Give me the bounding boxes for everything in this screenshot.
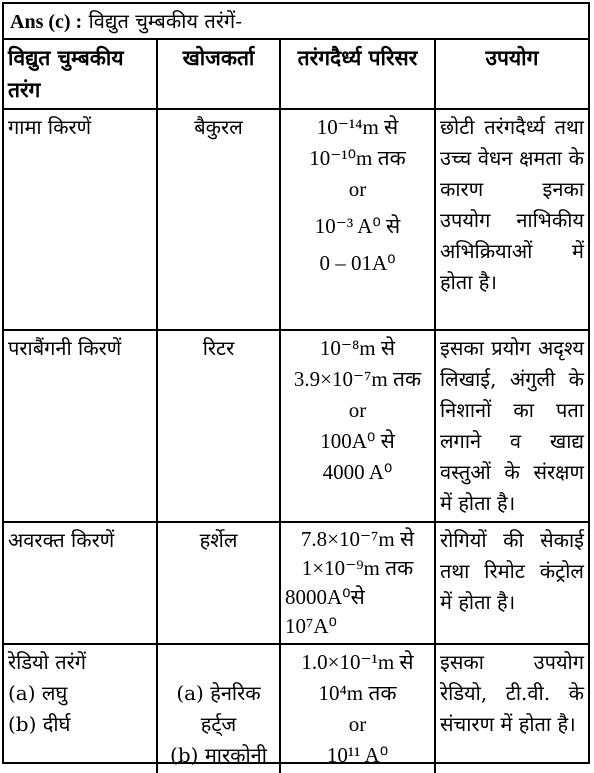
- discoverer-cell: [157, 644, 280, 773]
- use-cell: छोटी तरंगदैर्ध्य तथा उच्च वेधन क्षमता के कारण इनका उपयोग नाभिकीय अभिक्रियाओं में होता है।: [435, 109, 588, 330]
- table-row: [4, 109, 588, 330]
- wave-cell: [4, 644, 157, 773]
- table-row: [4, 330, 588, 522]
- col-header-range: तरंगदैर्ध्य परिसर: [280, 40, 435, 109]
- wave-cell: गामा किरणें: [4, 109, 157, 330]
- table-row: [4, 644, 588, 773]
- range-cell: [280, 330, 435, 522]
- col-header-use: उपयोग: [435, 40, 588, 109]
- answer-title: विद्युत चुम्बकीय तरंगें-: [88, 9, 242, 33]
- answer-label: Ans (c) :: [10, 11, 83, 33]
- range-line: 10⁷A⁰: [285, 614, 337, 638]
- col-header-discoverer: खोजकर्ता: [157, 40, 280, 109]
- discoverer-name: हर्शेल: [199, 528, 238, 552]
- table-row: [4, 522, 588, 644]
- range-line: 10¹¹ A⁰: [326, 743, 389, 767]
- wave-cell: पराबैंगनी किरणें: [4, 330, 157, 522]
- discoverer-name: रिटर: [202, 336, 235, 360]
- wave-subtype: (b) दीर्घ: [8, 712, 71, 736]
- answer-table-frame: [2, 2, 590, 767]
- answer-heading: [4, 4, 588, 40]
- range-line: 7.8×10⁻⁷m से: [300, 527, 415, 551]
- discoverer-name: हर्ट्ज: [200, 712, 237, 736]
- range-line: 10⁻¹⁰m तक: [309, 146, 406, 170]
- range-line: 10⁻⁸m से: [319, 336, 396, 360]
- discoverer-cell: [157, 522, 280, 644]
- discoverer-cell: [157, 330, 280, 522]
- range-line: or: [348, 177, 367, 201]
- range-line: 100A⁰ से: [320, 429, 395, 453]
- range-line: 8000A⁰से: [285, 585, 365, 609]
- range-line: 10⁻³ A⁰ से: [314, 214, 401, 238]
- use-cell: इसका प्रयोग अदृश्य लिखाई, अंगुली के निशानों का पता लगाने व खाद्य वस्तुओं के संरक्षण में होता है।: [435, 330, 588, 522]
- range-cell: [280, 522, 435, 644]
- discoverer-name: (b) मारकोनी: [170, 743, 267, 767]
- wave-cell: अवरक्त किरणें: [4, 522, 157, 644]
- range-cell: [280, 109, 435, 330]
- col-header-wave: विद्युत चुम्बकीय तरंग: [4, 40, 157, 109]
- range-line: or: [348, 712, 367, 736]
- discoverer-name: बैकुरल: [194, 115, 243, 139]
- range-line: 3.9×10⁻⁷m तक: [293, 367, 422, 391]
- table-header-row: [4, 40, 588, 109]
- range-line: or: [348, 398, 367, 422]
- range-line: 10⁻¹⁴m से: [316, 115, 399, 139]
- range-line: 4000 A⁰: [322, 460, 393, 484]
- range-cell: [280, 644, 435, 773]
- range-line: 10⁴m तक: [318, 681, 397, 705]
- range-line: 0 – 01A⁰: [319, 251, 396, 275]
- em-waves-table: [4, 40, 588, 773]
- wave-subtype: (a) लघु: [8, 681, 68, 705]
- wave-name: रेडियो तरंगें: [8, 650, 87, 674]
- range-line: 1.0×10⁻¹m से: [301, 650, 414, 674]
- use-cell: रोगियों की सेकाई तथा रिमोट कंट्रोल में होता है।: [435, 522, 588, 644]
- discoverer-cell: [157, 109, 280, 330]
- discoverer-name: (a) हेनरिक: [176, 681, 261, 705]
- range-line: 1×10⁻⁹m तक: [301, 556, 414, 580]
- use-cell: इसका उपयोग रेडियो, टी.वी. के संचारण में होता है।: [435, 644, 588, 773]
